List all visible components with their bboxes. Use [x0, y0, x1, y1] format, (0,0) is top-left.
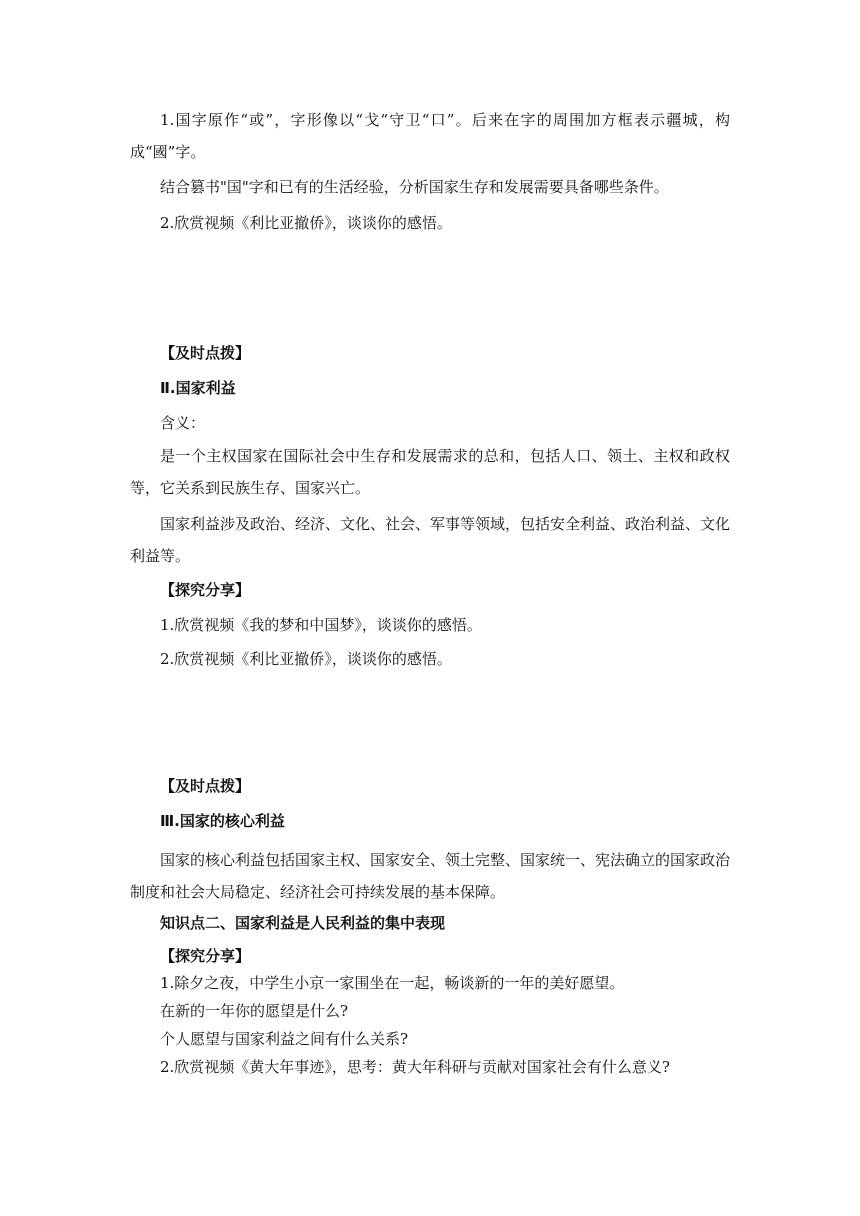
heading-timely-tip-2: 【及时点拨】 — [160, 777, 251, 795]
paragraph-china-dream-video: 1.欣赏视频《我的梦和中国梦》，谈谈你的感悟。 — [160, 616, 482, 634]
paragraph-guo-character: 1.国字原作“或”，字形像以“戈“守卫“口”。后来在字的周围加方框表示疆城，构成“國”字。 — [130, 111, 730, 161]
paragraph-guo-prompt: 结合篡书"国"字和已有的生活经验，分析国家生存和发展需要具备哪些条件。 — [160, 178, 669, 196]
paragraph-libya-video: 2.欣赏视频《利比亚撤侨》，谈谈你的感悟。 — [160, 214, 452, 232]
paragraph-scope: 国家利益涉及政治、经济、文化、社会、军事等领域，包括安全利益、政治利益、文化利益等。 — [130, 515, 731, 565]
paragraph-huang-danian-video: 2.欣赏视频《黄大年事迹》，思考：黄大年科研与贡献对国家社会有什么意义? — [160, 1058, 670, 1076]
paragraph-meaning: 是一个主权国家在国际社会中生存和发展需求的总和，包括人口、领土、主权和政权等，它关系到民族生存、国家兴亡。 — [130, 447, 730, 497]
question-wish: 在新的一年你的愿望是什么? — [160, 1002, 349, 1020]
paragraph-core-interest: 国家的核心利益包括国家主权、国家安全、领土完整、国家统一、宪法确立的国家政治制度和社会大局稳定、经济社会可持续发展的基本保障。 — [130, 851, 731, 901]
paragraph-libya-video-2: 2.欣赏视频《利比亚撤侨》，谈谈你的感悟。 — [160, 650, 452, 668]
heading-timely-tip-1: 【及时点拨】 — [160, 344, 251, 362]
paragraph-new-year-wish: 1.除夕之夜，中学生小京一家围坐在一起，畅谈新的一年的美好愿望。 — [160, 974, 625, 992]
meaning-label: 含义： — [160, 414, 206, 432]
heading-core-interest: Ⅲ.国家的核心利益 — [160, 812, 285, 830]
heading-explore-share-2: 【探究分享】 — [160, 947, 251, 965]
heading-knowledge-point-2: 知识点二、国家利益是人民利益的集中表现 — [160, 914, 446, 932]
heading-national-interest: Ⅱ.国家利益 — [160, 379, 236, 397]
question-relation: 个人愿望与国家利益之间有什么关系? — [160, 1030, 409, 1048]
heading-explore-share-1: 【探究分享】 — [160, 581, 251, 599]
